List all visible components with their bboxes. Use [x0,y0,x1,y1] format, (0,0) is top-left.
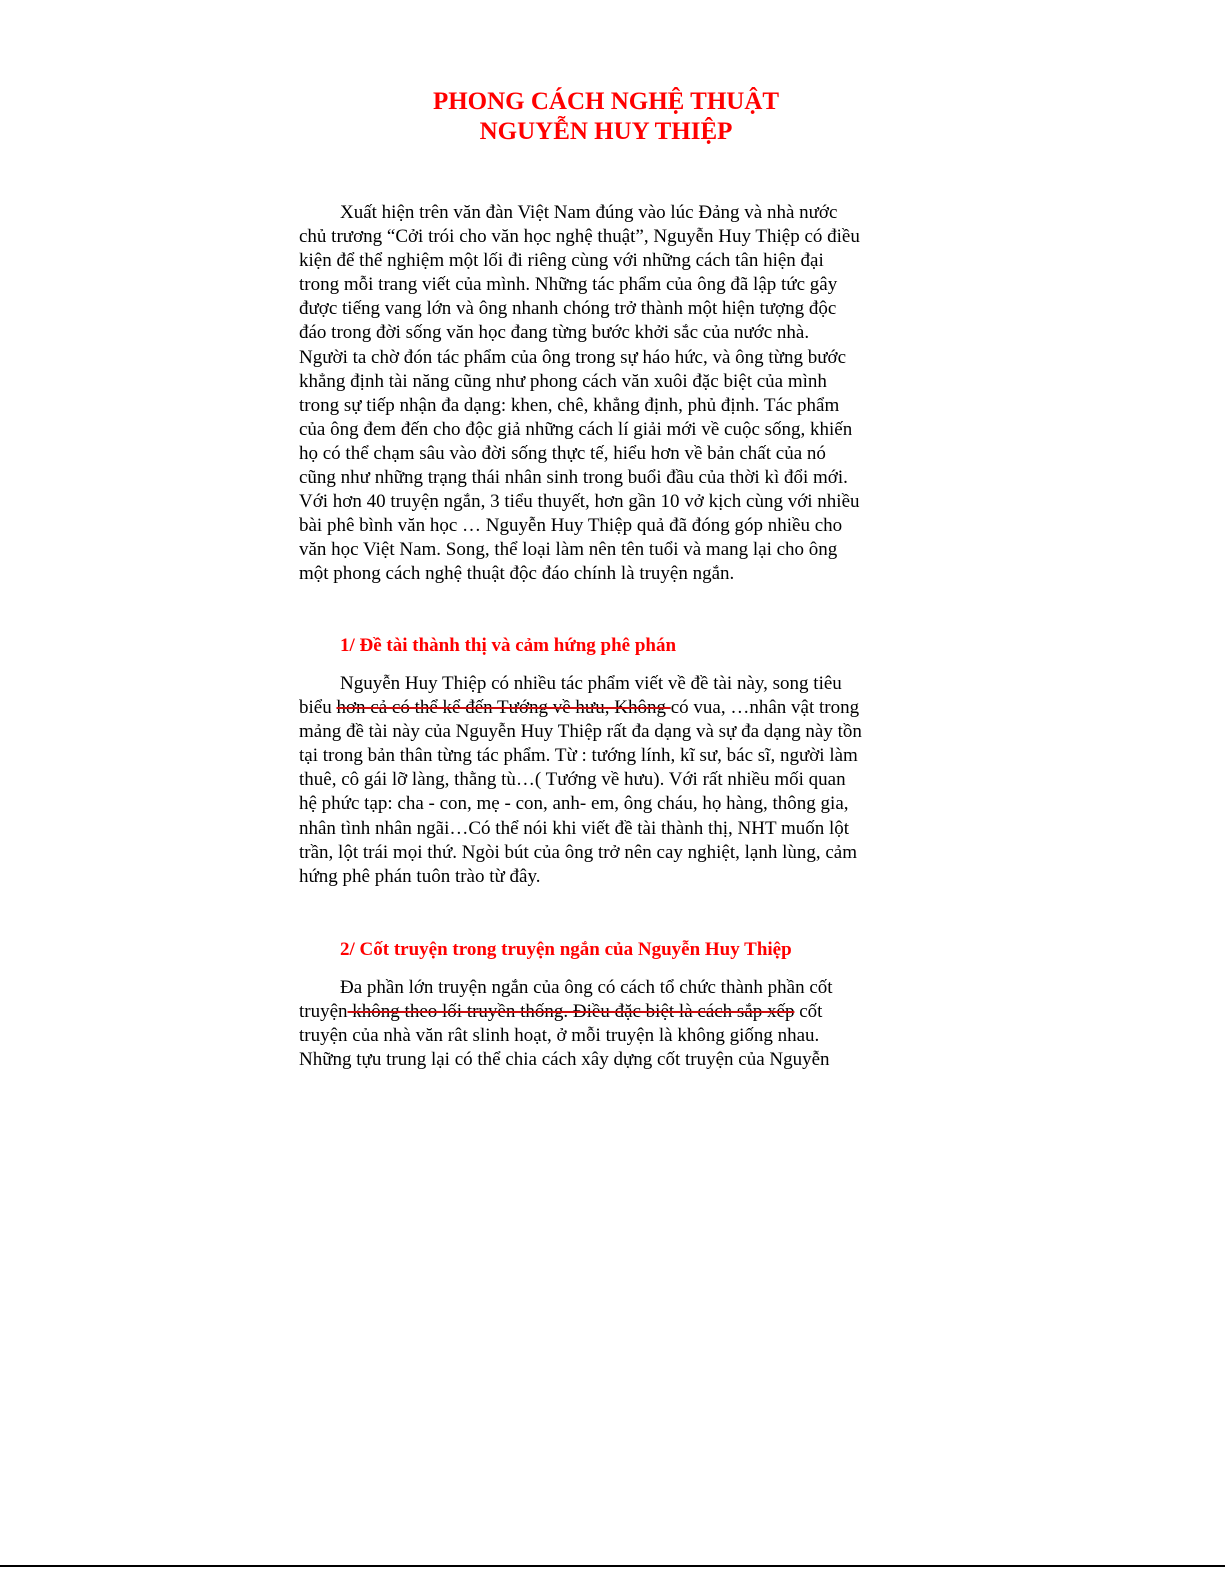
section-2-line: truyện của nhà văn rât slinh hoạt, ở mỗi truyện là không giống nhau. [299,1025,820,1047]
section-1-text: có vua, …nhân vật trong [670,697,860,719]
intro-line: chủ trương “Cởi trói cho văn học nghệ thuật”, Nguyễn Huy Thiệp có điều [299,226,860,248]
section-1-text: biểu [299,697,337,719]
section-1-line-with-strike [299,696,862,720]
intro-line: bài phê bình văn học … Nguyễn Huy Thiệp quả đã đóng góp nhiều cho [299,515,843,537]
intro-line: cũng như những trạng thái nhân sinh trong buổi đầu của thời kì đổi mới. [299,467,848,489]
strikethrough-text: không theo lối truyền thống. Điều đặc biệt là cách sắp xếp [347,1001,795,1023]
intro-line: Xuất hiện trên văn đàn Việt Nam đúng vào lúc Đảng và nhà nước [340,202,838,223]
section-1-line: Nguyễn Huy Thiệp có nhiều tác phẩm viết về đề tài này, song tiêu [340,673,842,694]
intro-line: đáo trong đời sống văn học đang từng bước khởi sắc của nước nhà. [299,322,810,344]
intro-line: khẳng định tài năng cũng như phong cách văn xuôi đặc biệt của mình [299,370,827,392]
section-2-line: Đa phần lớn truyện ngắn của ông có cách tổ chức thành phần cốt [340,977,833,998]
document-title-line-2: NGUYỄN HUY THIỆP [479,118,733,145]
intro-line: Với hơn 40 truyện ngắn, 3 tiểu thuyết, hơn gần 10 vở kịch cùng với nhiều [299,491,860,513]
strikethrough-text: hơn cả có thể kể đến Tướng về hưu, Không [336,697,671,719]
section-1-line: nhân tình nhân ngãi…Có thể nói khi viết đề tài thành thị, NHT muốn lột [299,817,850,839]
intro-paragraph [299,201,860,587]
section-2-heading: 2/ Cốt truyện trong truyện ngắn của Nguyễn Huy Thiệp [340,939,792,960]
section-1-line: tại trong bản thân từng tác phẩm. Từ : tướng lính, kĩ sư, bác sĩ, người làm [299,745,858,767]
intro-line: kiện để thể nghiệm một lối đi riêng cùng với những cách tân hiện đại [299,250,824,272]
section-1-line: thuê, cô gái lỡ làng, thằng tù…( Tướng về hưu). Với rất nhiều mối quan [299,769,846,791]
section-1-line: hứng phê phán tuôn trào từ đây. [299,865,541,887]
section-2-text: cốt [794,1001,823,1023]
section-1-line: hệ phức tạp: cha - con, mẹ - con, anh- em, ông cháu, họ hàng, thông gia, [299,793,849,815]
intro-line: trong sự tiếp nhận đa dạng: khen, chê, khẳng định, phủ định. Tác phẩm [299,394,840,416]
intro-line: trong mỗi trang viết của mình. Những tác phẩm của ông đã lập tức gây [299,274,838,296]
section-1-line: mảng đề tài này của Nguyễn Huy Thiệp rất đa dạng và sự đa dạng này tồn [299,721,862,743]
intro-line: một phong cách nghệ thuật độc đáo chính là truyện ngắn. [299,563,735,585]
section-2-text: truyện [299,1001,348,1023]
page-bottom-border [0,1565,1225,1567]
section-1-paragraph [299,672,862,889]
section-2-line: Những tựu trung lại có thể chia cách xây dựng cốt truyện của Nguyễn [299,1049,830,1071]
section-2-paragraph [299,976,833,1072]
section-2-line-with-strike [299,1000,833,1024]
section-1-heading: 1/ Đề tài thành thị và cảm hứng phê phán [340,635,677,656]
intro-line: văn học Việt Nam. Song, thể loại làm nên tên tuổi và mang lại cho ông [299,539,838,561]
document-title-line-1: PHONG CÁCH NGHỆ THUẬT [432,88,780,115]
intro-line: của ông đem đến cho độc giả những cách lí giải mới về cuộc sống, khiến [299,418,853,440]
intro-line: Người ta chờ đón tác phẩm của ông trong sự háo hức, và ông từng bước [299,346,847,368]
section-1-line: trần, lột trái mọi thứ. Ngòi bút của ông trở nên cay nghiệt, lạnh lùng, cảm [299,841,858,863]
intro-line: được tiếng vang lớn và ông nhanh chóng trở thành một hiện tượng độc [299,298,837,320]
intro-line: họ có thể chạm sâu vào đời sống thực tế, hiểu hơn về bản chất của nó [299,442,826,464]
